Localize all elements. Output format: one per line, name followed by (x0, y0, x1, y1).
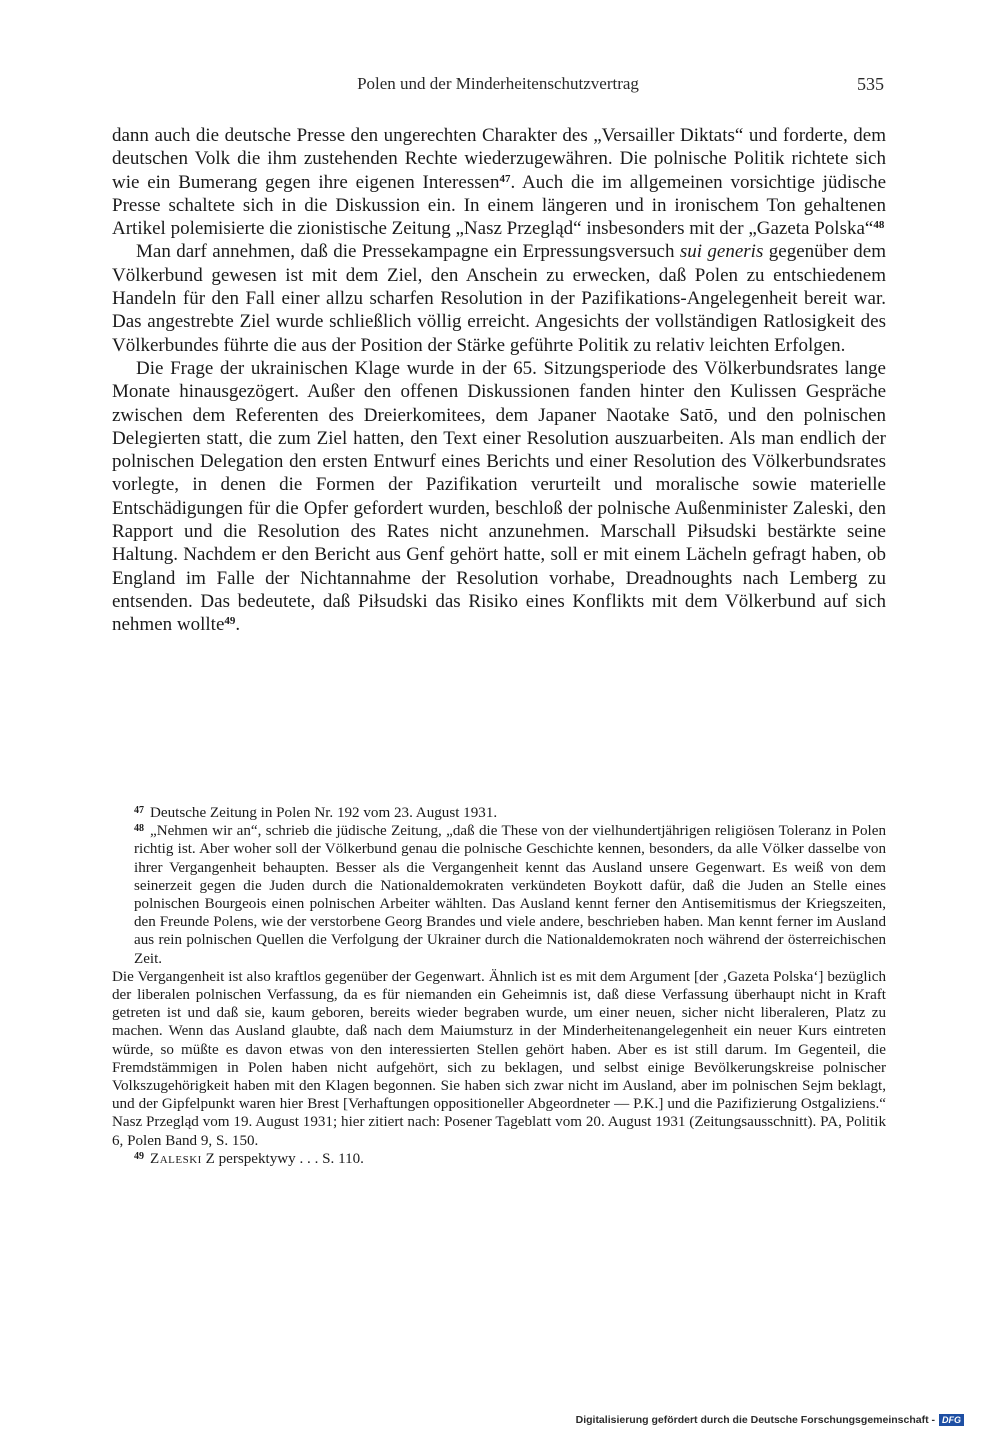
footnote-ref-47: 47 (499, 172, 511, 185)
main-text (112, 124, 886, 637)
footnote-48-continuation: Die Vergangenheit ist also kraftlos gegenüber der Gegenwart. Ähnlich ist es mit dem Argument [der ‚Gazeta Polska‘] bezüglich der liberalen polnischen Verfassung, da es für niemanden ein Geheimnis ist, daß diese Verfassung überhaupt nicht in Kraft getreten ist und daß sie, kaum geboren, bereits wieder begraben wurde, um einer neuen, sicher nicht liberaleren, Platz zu machen. Wenn das Ausland glaubte, daß nach dem Maiumsturz in der Minderheitenangelegenheit ein neuer Kurs eintreten würde, so müßte es davon etwas von den interessierten Stellen gehört haben. Aber es ist still darum. Im Gegenteil, die Fremdstämmigen in Polen haben nicht aufgehört, sich zu beklagen, und selbst einige Bevölkerungskreise polnischer Volkszugehörigkeit haben mit den Klagen begonnen. Sie haben sich zwar nicht im Ausland, aber im polnischen Sejm beklagt, und der Gipfelpunkt waren hier Brest [Verhaftungen oppositioneller Abgeordneter — P.K.] und die Pazifizierung Ostgaliziens.“ Nasz Przegląd vom 19. August 1931; hier zitiert nach: Posener Tageblatt vom 20. August 1931 (Zeitungsausschnitt). PA, Politik 6, Polen Band 9, S. 150. (112, 968, 886, 1149)
footnote-49 (134, 1150, 886, 1168)
dfg-logo: DFG (939, 1414, 964, 1426)
running-title: Polen und der Minderheitenschutzvertrag (357, 74, 639, 93)
paragraph-2-text-a: Man darf annehmen, daß die Pressekampagne ein Erpressungsversuch (136, 241, 680, 263)
running-header (112, 74, 884, 102)
footnote-47 (134, 804, 886, 822)
footnote-48 (134, 822, 886, 968)
footnote-48-text: „Nehmen wir an“, schrieb die jüdische Zeitung, „daß die These von der vielhundertjährigen religiösen Toleranz in Polen richtig ist. Aber woher soll der Völkerbund genau die polnische Geschichte kennen, besonders, da alle Völker dasselbe von ihrer Vergangenheit behaupten. Besser als die Vergangenheit kennt das Ausland unsere Gegenwart. Es weiß von dem seinerzeit gegen die Juden durch die Nationaldemokraten verkündeten Boykott dafür, daß die Juden an Stelle eines polnischen Bourgeois einen polnischen Arbeiter wählten. Das Ausland kennt ferner den Antisemitismus der Kriegszeiten, den Freunde Polens, wie der verstorbene Georg Brandes und viele andere, beschrieben haben. Man kennt ferner im Ausland aus rein polnischen Quellen die Verfolgung der Ukrainer durch die Nationaldemokraten noch während der österreichischen Zeit. (134, 823, 886, 967)
paragraph-3-end: . (235, 614, 241, 636)
paragraph-1-text-b: . Auch die im allgemeinen vorsichtige jüdische Presse schaltete sich in die Diskussion ein. In einem längeren und in ironischem Ton gehaltenen Artikel polemisierte die zionistische Zeitung „Nasz Przegląd“ insbesonders mit der „Gazeta Polska“ (112, 171, 887, 240)
footnote-ref-48: 48 (873, 219, 885, 232)
paragraph-2 (112, 240, 886, 356)
footnote-49-mark: 49 (134, 1150, 144, 1162)
footnote-49-author: Zaleski (150, 1150, 202, 1167)
paragraph-1-text-a: dann auch die deutsche Presse den ungerechten Charakter des „Versailler Diktats“ und forderte, dem deutschen Volk die ihm zustehenden Rechte wiederzugewähren. Die polnische Politik richtete sich wie ein Bumerang gegen ihre eigenen Interessen (112, 125, 886, 193)
paragraph-2-text-b: gegenüber dem Völkerbund gewesen ist mit dem Ziel, den Anschein zu erwecken, daß Polen zu entschiedenem Handeln für den Fall einer allzu scharfen Resolution in der Pazifikations-Angelegenheit bereit war. Das angestrebte Ziel wurde schließlich völlig erreicht. Angesichts der vollständigen Ratlosigkeit des Völkerbundes führte die aus der Position der Stärke geführte Politik zu relativ leichten Erfolgen. (112, 241, 887, 356)
footnote-47-mark: 47 (134, 805, 144, 816)
paragraph-3-text: Die Frage der ukrainischen Klage wurde in der 65. Sitzungsperiode des Völkerbundsrates lange Monate hinausgezögert. Außer den offenen Diskussionen fanden hinter den Kulissen Gespräche zwischen dem Referenten des Dreierkomitees, dem Japaner Naotake Satō, und den polnischen Delegierten statt, die zum Ziel hatten, den Text einer Resolution auszuarbeiten. Als man endlich der polnischen Delegation den ersten Entwurf eines Berichts und einer Resolution des Völkerbundsrates vorlegte, in denen die Formen der Pazifikation verurteilt und moralische sowie materielle Entschädigungen für die Opfer gefordert wurden, beschloß der polnische Außenminister Zaleski, den Rapport und die Resolution des Rates nicht anzunehmen. Marschall Piłsudski bestärkte seine Haltung. Nachdem er den Bericht aus Genf gehört hatte, soll er mit einem Lächeln gefragt haben, ob England im Falle der Nichtannahme der Resolution vorhabe, Dreadnoughts nach Lemberg zu entsenden. Das bedeutete, daß Piłsudski das Risiko eines Konflikts mit dem Völkerbund auf sich nehmen wollte (112, 357, 886, 636)
footnote-ref-49: 49 (224, 615, 236, 628)
digitization-credit (576, 1413, 964, 1427)
footnote-48-mark: 48 (134, 823, 144, 835)
paragraph-1 (112, 124, 886, 240)
page-number: 535 (857, 74, 884, 94)
credit-text: Digitalisierung gefördert durch die Deutsche Forschungsgemeinschaft - (575, 1414, 935, 1426)
paragraph-3 (112, 357, 886, 637)
footnotes (112, 804, 886, 1168)
footnote-47-text: Deutsche Zeitung in Polen Nr. 192 vom 23. August 1931. (150, 805, 498, 821)
footnote-49-text: Z perspektywy . . . S. 110. (201, 1150, 364, 1167)
latin-phrase: sui generis (679, 241, 764, 263)
